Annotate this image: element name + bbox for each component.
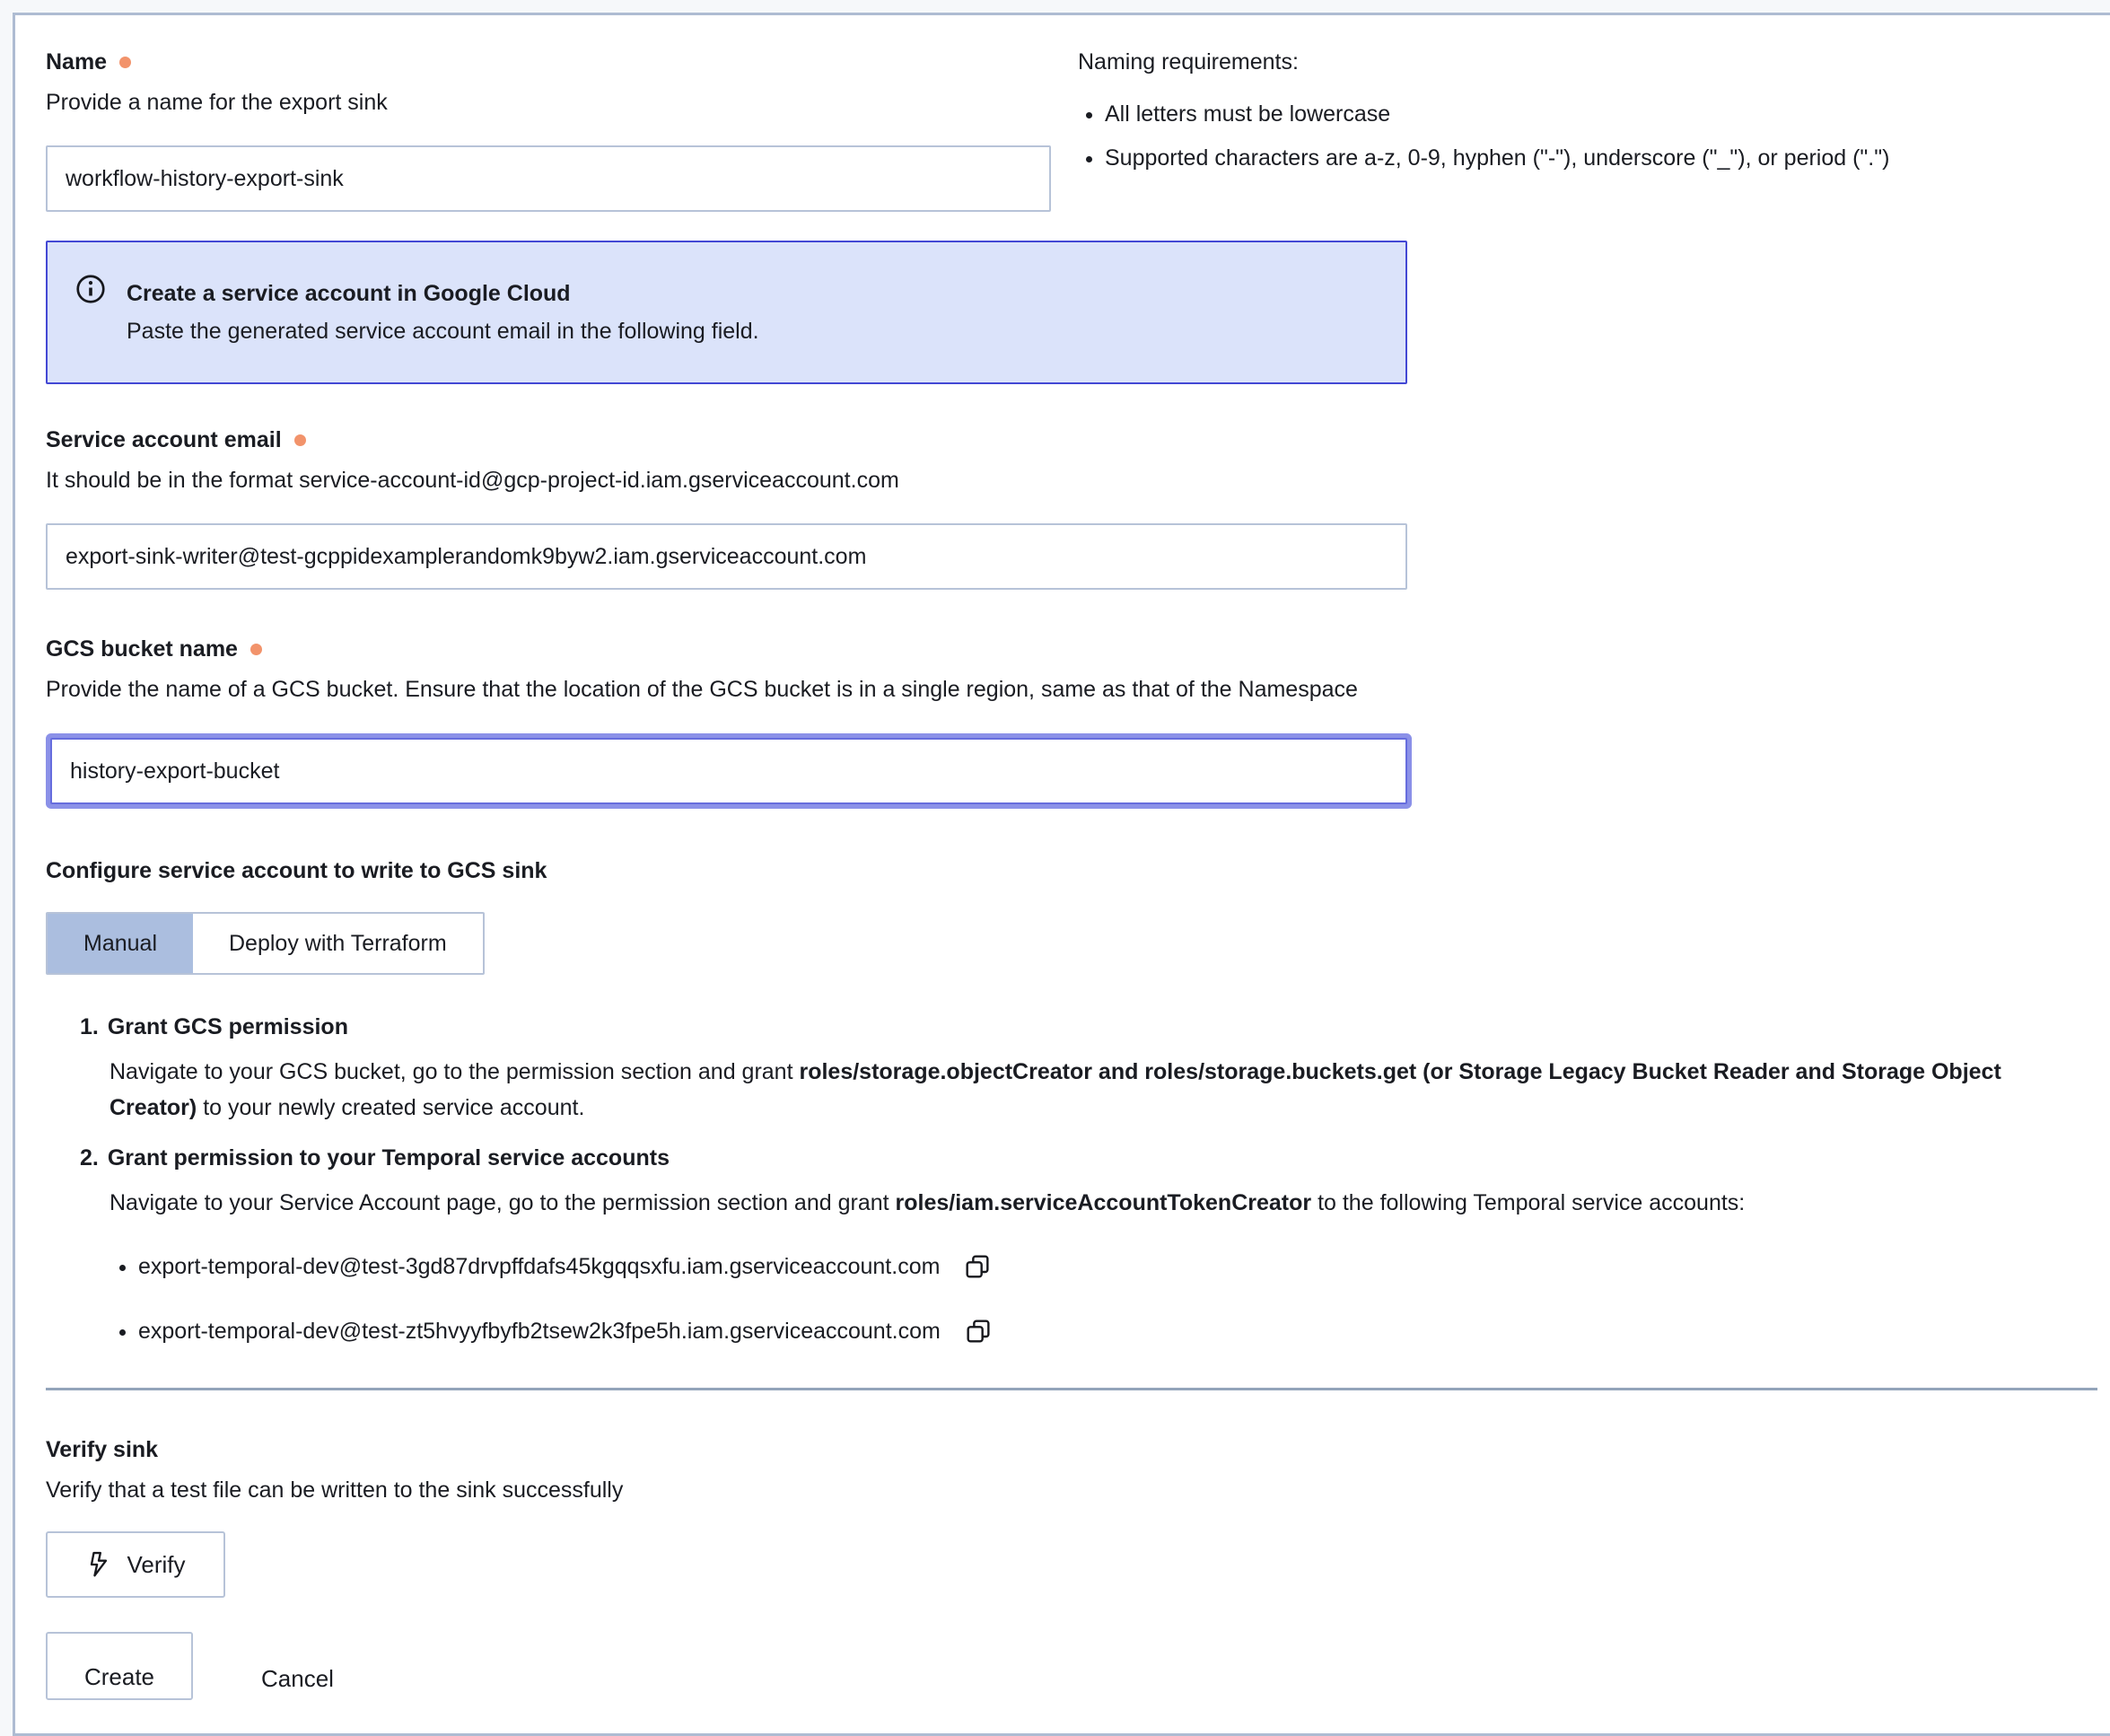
tab-deploy-with-terraform[interactable] bbox=[193, 914, 483, 973]
step-1-number: 1. bbox=[80, 1014, 99, 1039]
step-2-body-prefix: Navigate to your Service Account page, go to the permission section and grant bbox=[109, 1190, 896, 1215]
lightning-bolt-icon bbox=[85, 1550, 112, 1579]
section-divider bbox=[46, 1388, 2097, 1390]
bucket-description: Provide the name of a GCS bucket. Ensure that the location of the GCS bucket is in a single region, same as that of the Namespace bbox=[46, 677, 1358, 702]
info-icon bbox=[74, 273, 107, 305]
tab-deploy-label: Deploy with Terraform bbox=[229, 931, 447, 956]
step-1-body-bold: roles/storage.objectCreator and roles/storage.buckets.get (or Storage Legacy Bucket Reader and Storage Object Creator) bbox=[109, 1059, 2001, 1120]
tab-manual[interactable] bbox=[48, 914, 193, 973]
name-input[interactable] bbox=[46, 145, 1051, 212]
service-account-list-item bbox=[138, 1316, 2110, 1346]
step-1-body bbox=[109, 1054, 2093, 1126]
create-button[interactable] bbox=[46, 1632, 193, 1700]
step-1-heading bbox=[80, 1013, 2110, 1041]
verify-sink-description: Verify that a test file can be written to the sink successfully bbox=[46, 1477, 624, 1503]
info-banner-body: Paste the generated service account email in the following field. bbox=[127, 319, 759, 344]
service-account-field-label bbox=[46, 425, 2110, 454]
service-account-label-text: Service account email bbox=[46, 427, 282, 452]
create-button-label: Create bbox=[83, 1663, 155, 1690]
required-dot-icon bbox=[250, 644, 262, 655]
naming-requirements-title: Naming requirements: bbox=[1078, 49, 1299, 75]
form-actions bbox=[46, 1632, 2110, 1700]
configure-method-tabs bbox=[46, 912, 485, 975]
name-label-text: Name bbox=[46, 49, 108, 75]
copy-icon[interactable] bbox=[964, 1316, 993, 1346]
naming-requirements-list bbox=[1078, 100, 2110, 172]
export-sink-form-panel bbox=[13, 13, 2110, 1736]
gcs-bucket-name-input[interactable] bbox=[50, 738, 1407, 804]
step-2-body-suffix: to the following Temporal service accounts: bbox=[1311, 1190, 1746, 1215]
info-banner-title: Create a service account in Google Cloud bbox=[127, 281, 571, 306]
bucket-field-label bbox=[46, 635, 2110, 663]
step-2-heading bbox=[80, 1144, 2110, 1172]
name-field-label bbox=[46, 48, 1051, 76]
step-2-body-bold: roles/iam.serviceAccountTokenCreator bbox=[895, 1190, 1312, 1215]
step-2-body bbox=[109, 1185, 2093, 1221]
name-field-description: Provide a name for the export sink bbox=[46, 90, 388, 115]
naming-requirement-item: • All letters must be lowercase bbox=[1105, 100, 2110, 128]
verify-sink-title: Verify sink bbox=[46, 1437, 159, 1462]
service-account-description: It should be in the format service-account-id@gcp-project-id.iam.gserviceaccount.com bbox=[46, 468, 899, 493]
service-account-email: • export-temporal-dev@test-3gd87drvpffdafs45kgqqsxfu.iam.gserviceaccount.com bbox=[138, 1254, 941, 1279]
service-account-info-banner bbox=[46, 241, 1407, 384]
verify-button[interactable] bbox=[46, 1531, 225, 1598]
step-1-body-suffix: to your newly created service account. bbox=[197, 1095, 585, 1120]
required-dot-icon bbox=[119, 57, 131, 68]
service-account-list-item bbox=[138, 1251, 2110, 1282]
bucket-label-text: GCS bucket name bbox=[46, 636, 238, 662]
tab-manual-label: Manual bbox=[83, 931, 157, 956]
temporal-service-accounts-list bbox=[80, 1251, 2110, 1346]
configure-section-title: Configure service account to write to GCS sink bbox=[46, 858, 547, 883]
required-dot-icon bbox=[294, 434, 306, 446]
step-2-number: 2. bbox=[80, 1145, 99, 1170]
verify-button-label: Verify bbox=[127, 1550, 186, 1578]
copy-icon[interactable] bbox=[963, 1251, 992, 1282]
step-1-title: Grant GCS permission bbox=[107, 1014, 348, 1039]
naming-requirement-item: • Supported characters are a-z, 0-9, hyphen ("-"), underscore ("_"), or period (".") bbox=[1105, 144, 2110, 172]
step-1-body-prefix: Navigate to your GCS bucket, go to the permission section and grant bbox=[109, 1059, 800, 1084]
cancel-button[interactable] bbox=[256, 1664, 339, 1700]
service-account-email: • export-temporal-dev@test-zt5hvyyfbyfb2tsew2k3fpe5h.iam.gserviceaccount.com bbox=[138, 1319, 941, 1344]
manual-instructions bbox=[46, 1013, 2110, 1346]
step-2-title: Grant permission to your Temporal service accounts bbox=[107, 1145, 670, 1170]
cancel-button-label: Cancel bbox=[261, 1665, 334, 1692]
service-account-email-input[interactable] bbox=[46, 523, 1407, 590]
